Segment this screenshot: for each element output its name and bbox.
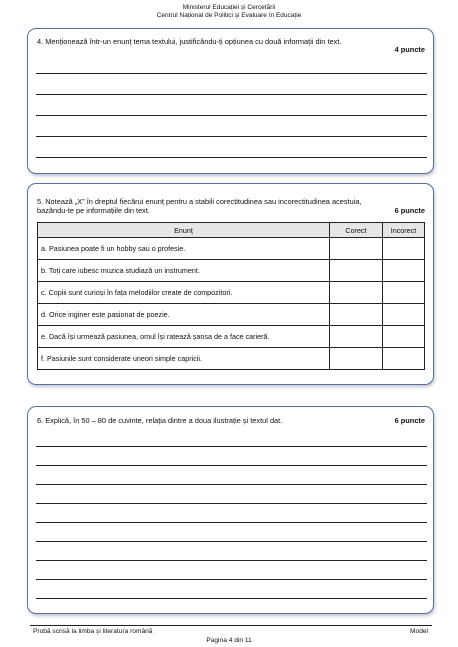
question-5-points: 6 puncte <box>394 206 425 215</box>
incorrect-cell-f[interactable] <box>383 348 425 370</box>
question-4-text: 4. Menționează într-un enunț tema textului, justificându-ți opțiunea cu două informații din text. <box>37 37 342 46</box>
answer-line[interactable] <box>36 465 427 466</box>
answer-line[interactable] <box>36 522 427 523</box>
table-row <box>38 348 425 370</box>
footer-exam-title: Probă scrisă la limba și literatura română <box>33 628 153 635</box>
answer-line[interactable] <box>36 598 427 599</box>
correct-cell-e[interactable] <box>330 326 383 348</box>
question-5-text <box>37 197 425 215</box>
answer-line[interactable] <box>36 115 427 116</box>
question-4-points: 4 puncte <box>394 45 425 54</box>
header-correct: Corect <box>330 223 383 238</box>
incorrect-cell-e[interactable] <box>383 326 425 348</box>
answer-line[interactable] <box>36 136 427 137</box>
question-4-box <box>27 28 434 174</box>
question-6-box <box>27 406 434 614</box>
statement-d: d. Orice inginer este pasionat de poezie. <box>38 304 330 326</box>
answer-line[interactable] <box>36 446 427 447</box>
statement-b: b. Toți care iubesc muzica studiază un instrument. <box>38 260 330 282</box>
statement-c: c. Copiii sunt curioși în fața melodiilor create de compozitori. <box>38 282 330 304</box>
table-row <box>38 260 425 282</box>
header-incorrect: Incorect <box>383 223 425 238</box>
table-header-row <box>38 223 425 238</box>
footer-model: Model <box>410 628 428 635</box>
statement-f: f. Pasiunile sunt considerate uneori simple capricii. <box>38 348 330 370</box>
incorrect-cell-b[interactable] <box>383 260 425 282</box>
table-row <box>38 326 425 348</box>
question-5-text-line1: 5. Notează „X” în dreptul fiecărui enunț pentru a stabili corectitudinea sau incorectitudinea acestuia, <box>37 197 362 206</box>
question-5-box <box>27 183 434 385</box>
table-row <box>38 282 425 304</box>
answer-line[interactable] <box>36 503 427 504</box>
incorrect-cell-c[interactable] <box>383 282 425 304</box>
header-ministry: Ministerul Educației și Cercetării <box>182 4 276 11</box>
question-6-points: 6 puncte <box>394 416 425 425</box>
incorrect-cell-d[interactable] <box>383 304 425 326</box>
answer-line[interactable] <box>36 484 427 485</box>
footer-divider <box>30 625 432 626</box>
answer-line[interactable] <box>36 157 427 158</box>
correct-cell-a[interactable] <box>330 238 383 260</box>
answer-line[interactable] <box>36 560 427 561</box>
header-statement: Enunț <box>38 223 330 238</box>
table-row <box>38 238 425 260</box>
question-6-text: 6. Explică, în 50 – 80 de cuvinte, relația dintre a doua ilustrație și textul dat. <box>37 416 283 425</box>
statements-table <box>37 222 425 370</box>
table-row <box>38 304 425 326</box>
answer-line[interactable] <box>36 94 427 95</box>
page-number: Pagina 4 din 11 <box>206 637 252 644</box>
document-header <box>0 4 458 20</box>
incorrect-cell-a[interactable] <box>383 238 425 260</box>
statement-e: e. Dacă își urmează pasiunea, omul își ratează șansa de a face carieră. <box>38 326 330 348</box>
answer-line[interactable] <box>36 579 427 580</box>
correct-cell-c[interactable] <box>330 282 383 304</box>
answer-line[interactable] <box>36 73 427 74</box>
correct-cell-f[interactable] <box>330 348 383 370</box>
header-center: Centrul Național de Politici și Evaluare în Educație <box>156 12 302 19</box>
correct-cell-d[interactable] <box>330 304 383 326</box>
question-5-text-line2: bazându-te pe informațiile din text. <box>37 206 150 215</box>
statement-a: a. Pasiunea poate fi un hobby sau o profesie. <box>38 238 330 260</box>
correct-cell-b[interactable] <box>330 260 383 282</box>
answer-line[interactable] <box>36 541 427 542</box>
